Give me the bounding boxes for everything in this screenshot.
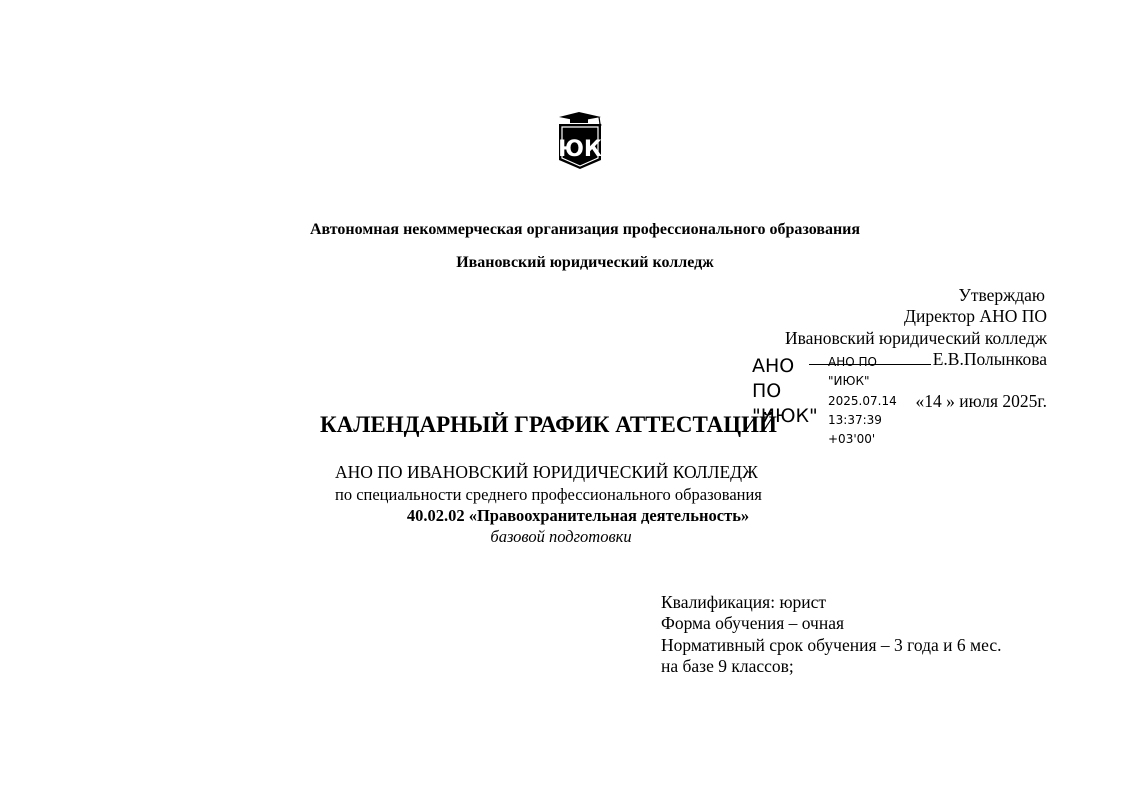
college-emblem-icon xyxy=(555,110,607,172)
qualification-line: Квалификация: юрист xyxy=(661,592,827,612)
approval-name: Е.В.Полынкова xyxy=(932,349,1047,369)
program-level: базовой подготовки xyxy=(490,527,632,546)
approval-date: «14 » июля 2025г. xyxy=(915,391,1047,411)
study-duration-line: Нормативный срок обучения – 3 года и 6 мес. xyxy=(661,635,1002,655)
svg-text:ЮК: ЮК xyxy=(558,137,602,162)
organization-name: Автономная некоммерческая организация профессионального образования xyxy=(309,221,861,238)
program-specialty-label: по специальности среднего профессионального образования xyxy=(335,485,762,504)
admission-basis-line: на базе 9 классов; xyxy=(661,656,794,676)
approval-title: Утверждаю xyxy=(958,285,1045,305)
stamp-detail-line: 13:37:39 xyxy=(828,412,882,427)
study-form-line: Форма обучения – очная xyxy=(661,613,845,633)
approval-college: Ивановский юридический колледж xyxy=(784,328,1047,348)
stamp-detail-line: 2025.07.14 xyxy=(828,393,897,408)
stamp-large-line: АНО xyxy=(752,355,795,377)
stamp-detail-line: +03'00' xyxy=(828,432,876,447)
document-title: КАЛЕНДАРНЫЙ ГРАФИК АТТЕСТАЦИЙ xyxy=(320,412,777,437)
stamp-detail-line: АНО ПО xyxy=(828,355,877,369)
program-organization: АНО ПО ИВАНОВСКИЙ ЮРИДИЧЕСКИЙ КОЛЛЕДЖ xyxy=(335,462,758,482)
program-specialty: 40.02.02 «Правоохранительная деятельность» xyxy=(406,506,750,525)
stamp-detail-line: "ИЮК" xyxy=(828,374,870,389)
college-logo xyxy=(555,110,607,172)
signature-stamp-details xyxy=(828,353,908,449)
stamp-large-line: "ИЮК" xyxy=(752,405,818,427)
college-name: Ивановский юридический колледж xyxy=(456,254,714,271)
approval-position: Директор АНО ПО xyxy=(904,306,1047,326)
stamp-large-line: ПО xyxy=(752,380,782,402)
